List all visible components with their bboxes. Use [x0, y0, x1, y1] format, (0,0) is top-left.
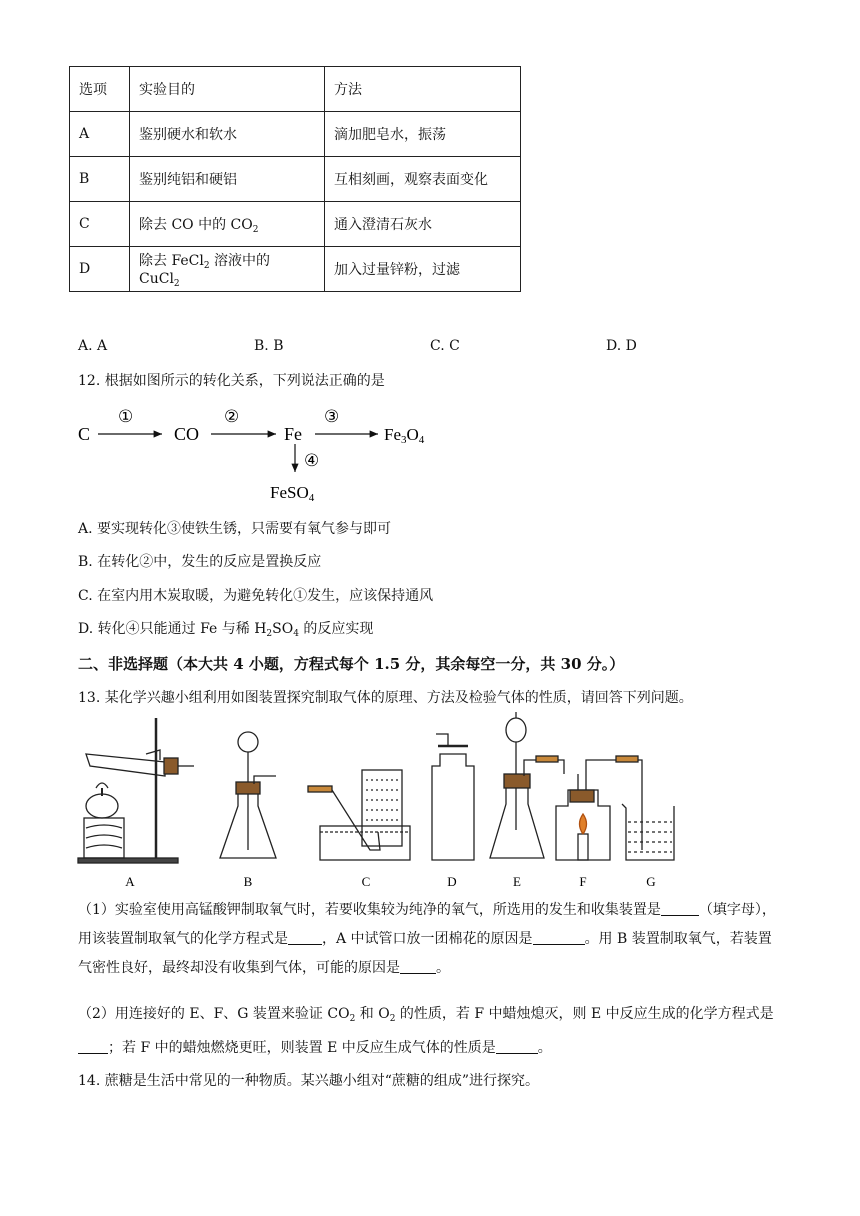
- table-cell-purpose: 除去 FeCl$_2$ 溶液中的 CuCl$_2$: [130, 247, 325, 292]
- table-cell-method: 加入过量锌粉，过滤: [325, 247, 521, 292]
- table-cell-option: D: [70, 247, 130, 292]
- answer-blank[interactable]: [78, 1040, 108, 1054]
- conversion-diagram: [70, 398, 450, 508]
- choice-d: D. D: [606, 338, 637, 354]
- step-4-label: ④: [304, 451, 320, 470]
- apparatus-label: D: [447, 874, 457, 889]
- apparatus-label: B: [243, 874, 253, 889]
- species-fe: Fe: [284, 424, 302, 444]
- question-13-stem: 13. 某化学兴趣小组利用如图装置探究制取气体的原理、方法及检验气体的性质，请回答下列问题。: [78, 690, 693, 706]
- apparatus-label: A: [125, 874, 135, 889]
- stand-base: [78, 858, 178, 863]
- table-header: 方法: [325, 67, 521, 112]
- species-co: CO: [174, 424, 200, 444]
- apparatus-figure: [70, 710, 690, 890]
- table-row: [70, 247, 521, 292]
- answer-blank[interactable]: [496, 1040, 538, 1054]
- table-header-row: [70, 67, 521, 112]
- table-cell-method: 通入澄清石灰水: [325, 202, 521, 247]
- q13-part-1: （1）实验室使用高锰酸钾制取氧气时，若要收集较为纯净的氧气，所选用的发生和收集装置是 （填字母），用该装置制取氧气的化学方程式是 ，A 中试管口放一团棉花的原因是 。用 B 装置制取氧气，若装置气密性良好，最终却没有收集到气体，可能的原因是 。: [78, 902, 776, 976]
- table-header: 选项: [70, 67, 130, 112]
- section-heading: 二、非选择题（本大共 4 小题，方程式每个 1.5 分，其余每空一分，共 30 分。）: [78, 655, 625, 673]
- table-cell-option: A: [70, 112, 130, 157]
- table-cell-method: 滴加肥皂水，振荡: [325, 112, 521, 157]
- apparatus-label: C: [361, 874, 371, 889]
- table-cell-purpose: 鉴别纯铝和硬铝: [130, 157, 325, 202]
- table-cell-method: 互相刻画，观察表面变化: [325, 157, 521, 202]
- species-feso4: FeSO4: [270, 483, 315, 504]
- answer-blank[interactable]: [661, 902, 699, 916]
- q12-option-d: D. 转化④只能通过 Fe 与稀 $H_2SO_4$ 的反应实现: [78, 621, 374, 639]
- choice-c: C. C: [430, 338, 460, 354]
- apparatus-label: G: [646, 874, 656, 889]
- q12-option-a: A. 要实现转化③使铁生锈，只需要有氧气参与即可: [78, 521, 392, 537]
- species-fe3o4: Fe3O4: [384, 425, 425, 446]
- step-2-label: ②: [224, 407, 240, 426]
- answer-blank[interactable]: [288, 931, 322, 945]
- q13-part-2: （2）用连接好的 E、F、G 装置来验证 $CO_2$ 和 $O_2$ 的性质，若 F 中蜡烛熄灭，则 E 中反应生成的化学方程式是；若 F 中的蜡烛燃烧更旺，则装置 E 中反应生成气体的性质是 。: [78, 1006, 774, 1056]
- apparatus-label: E: [513, 874, 521, 889]
- table-row: [70, 112, 521, 157]
- step-1-label: ①: [118, 407, 134, 426]
- step-3-label: ③: [324, 407, 340, 426]
- q12-option-b: B. 在转化②中，发生的反应是置换反应: [78, 554, 322, 570]
- question-14-stem: 14. 蔗糖是生活中常见的一种物质。某兴趣小组对“蔗糖的组成”进行探究。: [78, 1073, 540, 1089]
- q12-option-c: C. 在室内用木炭取暖，为避免转化①发生，应该保持通风: [78, 588, 434, 604]
- answer-blank[interactable]: [533, 931, 585, 945]
- table-cell-purpose: 除去 CO 中的 $CO_2$: [130, 202, 325, 247]
- table-cell-option: C: [70, 202, 130, 247]
- answer-blank[interactable]: [400, 960, 436, 974]
- options-table: [69, 66, 521, 292]
- question-12-stem: 12. 根据如图所示的转化关系，下列说法正确的是: [78, 373, 385, 389]
- table-row: [70, 202, 521, 247]
- table-cell-option: B: [70, 157, 130, 202]
- choice-b: B. B: [254, 338, 284, 354]
- species-c: C: [78, 424, 91, 444]
- table-cell-purpose: 鉴别硬水和软水: [130, 112, 325, 157]
- apparatus-label: F: [579, 874, 587, 889]
- table-row: [70, 157, 521, 202]
- table-header: 实验目的: [130, 67, 325, 112]
- choice-a: A. A: [78, 338, 108, 354]
